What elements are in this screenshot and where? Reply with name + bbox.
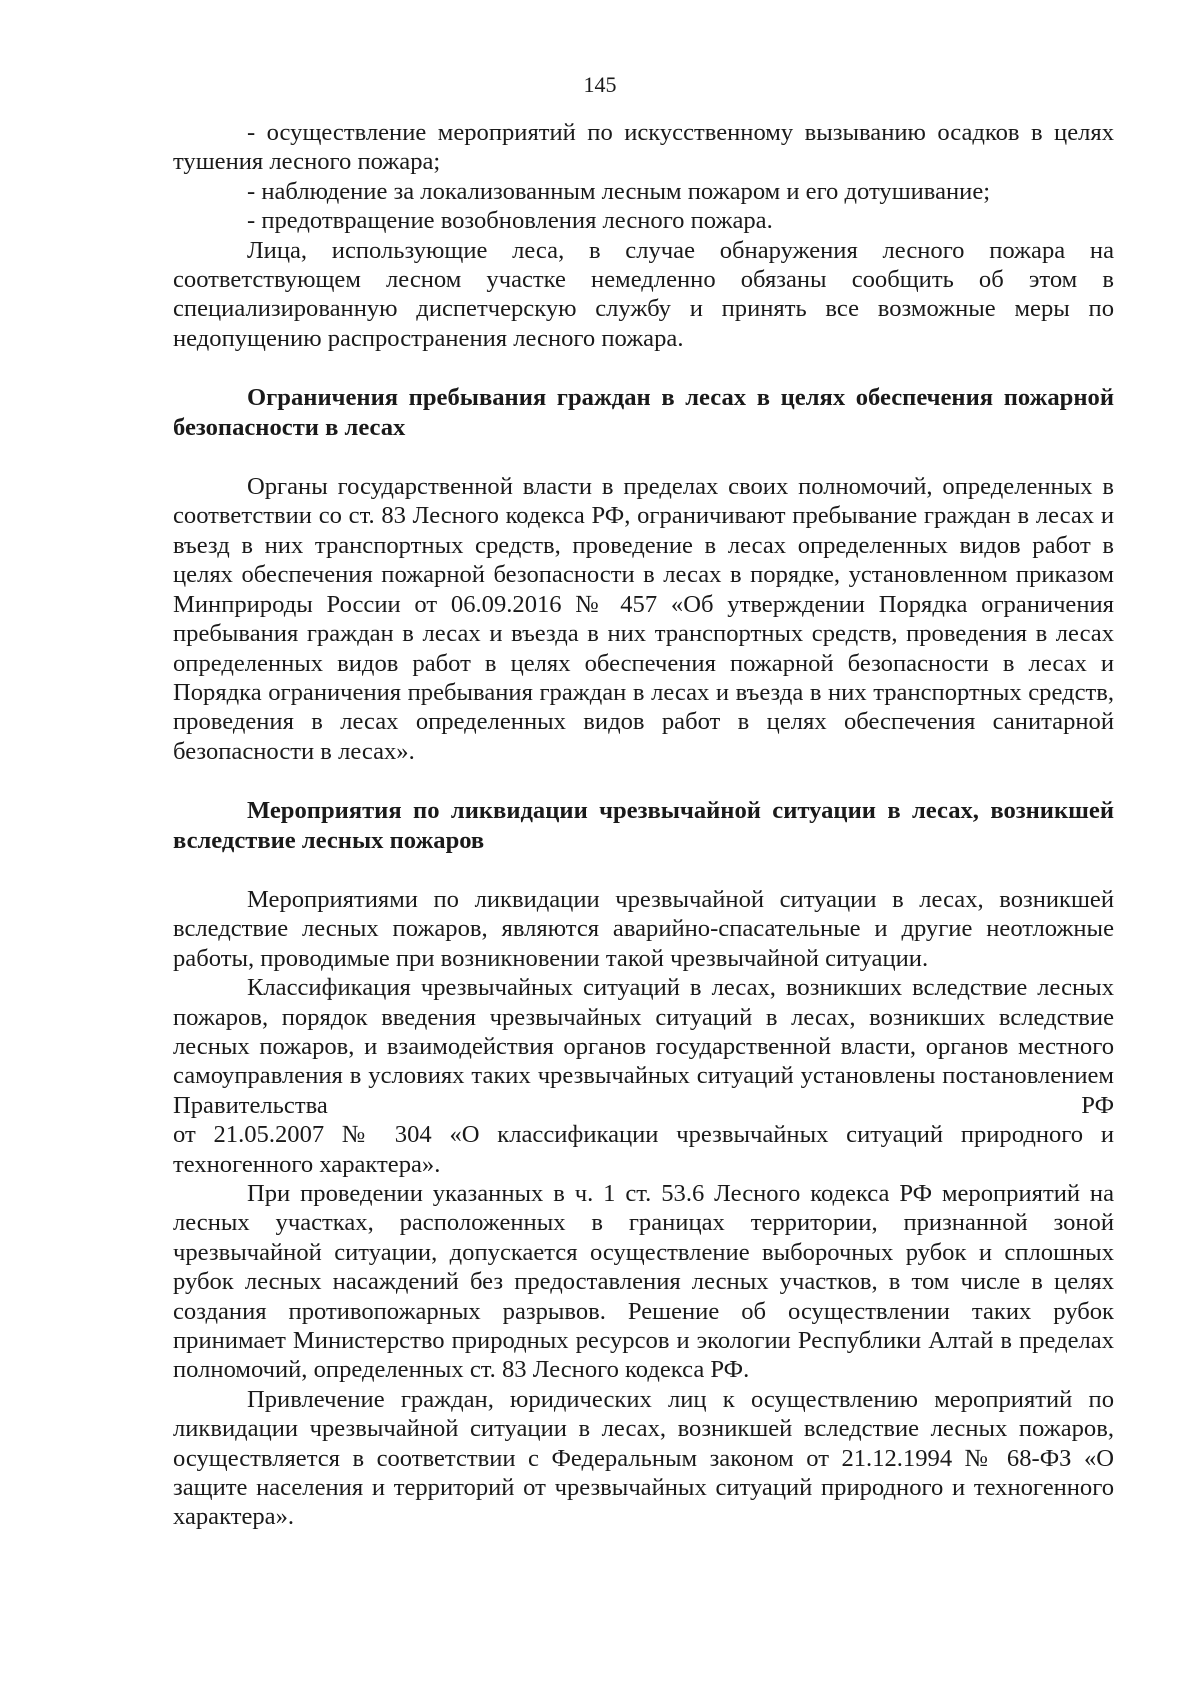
page-content <box>173 118 1114 1532</box>
list-item: - предотвращение возобновления лесного пожара. <box>247 207 773 235</box>
paragraph-emergency-measures: Мероприятиями по ликвидации чрезвычайной ситуации в лесах, возникшей вследствие лесных пожаров, являются аварийно-спасательные и другие неотложные работы, проводимые при возникновении такой чрезвычайной ситуации. <box>173 885 1114 972</box>
section-heading-emergency: Мероприятия по ликвидации чрезвычайной ситуации в лесах, возникшей вследствие лесных пожаров <box>173 797 1114 854</box>
page-number: 145 <box>583 72 617 97</box>
paragraph-classification: Классификация чрезвычайных ситуаций в лесах, возникших вследствие лесных пожаров, порядок введения чрезвычайных ситуаций в лесах, возникших вследствие лесных пожаров, и взаимодействия органов государственной власти, органов местного самоуправления в условиях таких чрезвычайных ситуаций установлены постановлением Правительства РФ <box>173 974 1114 1119</box>
paragraph-classification-continued: от 21.05.2007 № 304 «О классификации чрезвычайных ситуаций природного и техногенного характера». <box>173 1121 1114 1178</box>
paragraph-fire-report: Лица, использующие леса, в случае обнаружения лесного пожара на соответствующем лесном участке немедленно обязаны сообщить об этом в специализированную диспетчерскую службу и принять все возможные меры по недопущению распространения лесного пожара. <box>173 236 1114 352</box>
paragraph-restrictions: Органы государственной власти в пределах своих полномочий, определенных в соответствии со ст. 83 Лесного кодекса РФ, ограничивают пребывание граждан в лесах и въезд в них транспортных средств, проведение в лесах определенных видов работ в целях обеспечения пожарной безопасности в лесах в порядке, установленном приказом Минприроды России от 06.09.2016 № 457 «Об утверждении Порядка ограничения пребывания граждан в лесах и въезда в них транспортных средств, проведения в лесах определенных видов работ в целях обеспечения пожарной безопасности в лесах и Порядка ограничения пребывания граждан в лесах и въезда в них транспортных средств, проведения в лесах определенных видов работ в целях обеспечения санитарной безопасности в лесах». <box>173 473 1114 765</box>
section-heading-restrictions: Ограничения пребывания граждан в лесах в целях обеспечения пожарной безопасности в лесах <box>173 384 1114 441</box>
list-item: - осуществление мероприятий по искусственному вызыванию осадков в целях тушения лесного пожара; <box>173 119 1114 176</box>
paragraph-citizen-involvement: Привлечение граждан, юридических лиц к осуществлению мероприятий по ликвидации чрезвычайной ситуации в лесах, возникшей вследствие лесных пожаров, осуществляется в соответствии с Федеральным законом от 21.12.1994 № 68-ФЗ «О защите населения и территорий от чрезвычайных ситуаций природного и техногенного характера». <box>173 1385 1114 1531</box>
paragraph-logging: При проведении указанных в ч. 1 ст. 53.6 Лесного кодекса РФ мероприятий на лесных участках, расположенных в границах территории, признанной зоной чрезвычайной ситуации, допускается осуществление выборочных рубок и сплошных рубок лесных насаждений без предоставления лесных участков, в том числе в целях создания противопожарных разрывов. Решение об осуществлении таких рубок принимает Министерство природных ресурсов и экологии Республики Алтай в пределах полномочий, определенных ст. 83 Лесного кодекса РФ. <box>173 1180 1114 1384</box>
list-item: - наблюдение за локализованным лесным пожаром и его дотушивание; <box>247 177 991 205</box>
